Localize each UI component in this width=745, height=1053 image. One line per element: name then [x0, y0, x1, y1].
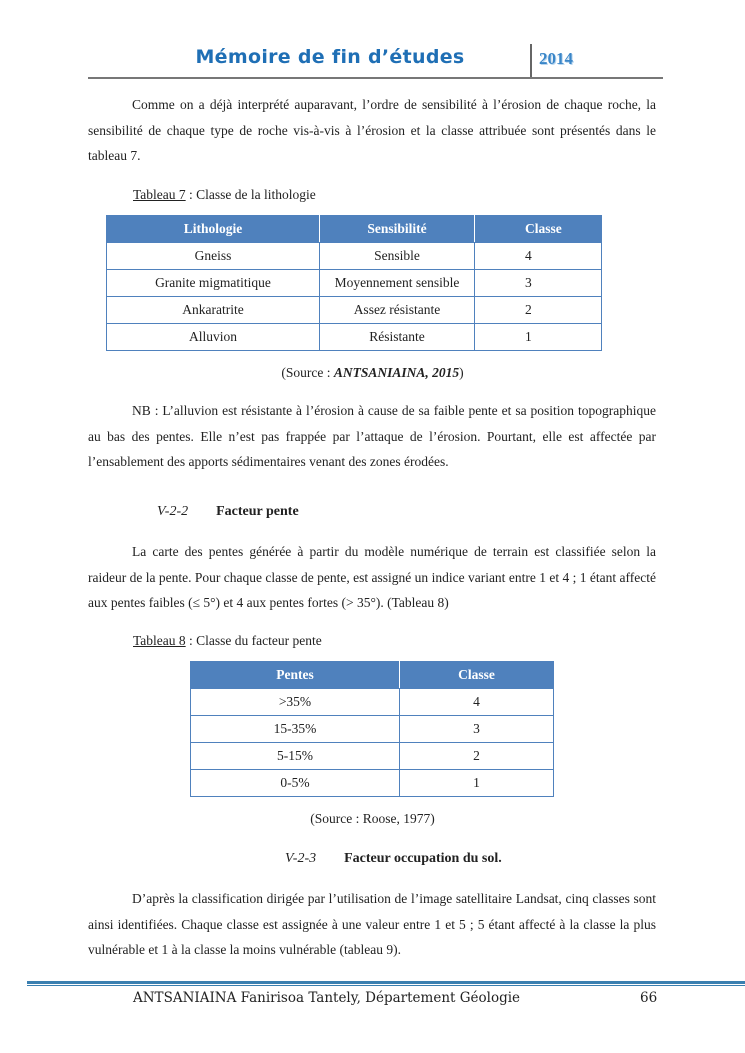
- table-cell: 15-35%: [191, 716, 400, 743]
- table-cell: Alluvion: [107, 324, 320, 351]
- page-number: 66: [640, 990, 658, 1006]
- table7-caption: [133, 187, 316, 203]
- table-cell: 2: [400, 743, 554, 770]
- land-use-paragraph: D’après la classification dirigée par l’utilisation de l’image satellitaire Landsat, cinq classes sont ainsi identifiées. Chaque classe est assignée à une valeur entre 1 et 5 ; 5 étant affecté à la classe la plus vulnérable et 1 à la classe la moins vulnérable (tableau 9).: [88, 891, 656, 957]
- table-cell: Sensible: [320, 243, 475, 270]
- table-cell: 5-15%: [191, 743, 400, 770]
- table8-caption: [133, 633, 322, 649]
- header-separator: [530, 44, 532, 77]
- table-row: [191, 770, 554, 797]
- col-classe: Classe: [400, 662, 554, 689]
- table-cell: >35%: [191, 689, 400, 716]
- col-sensibilite: Sensibilité: [320, 216, 475, 243]
- col-pentes: Pentes: [191, 662, 400, 689]
- table-cell: Assez résistante: [320, 297, 475, 324]
- source-suffix: ): [459, 365, 464, 380]
- table-cell: Gneiss: [107, 243, 320, 270]
- table-row: [107, 270, 602, 297]
- table-row: [191, 743, 554, 770]
- page-header: [0, 0, 745, 80]
- header-rule: [88, 77, 663, 79]
- col-lithologie: Lithologie: [107, 216, 320, 243]
- footer-author: ANTSANIAINA Fanirisoa Tantely, Département Géologie: [133, 990, 521, 1006]
- table-cell: 0-5%: [191, 770, 400, 797]
- table-cell: Résistante: [320, 324, 475, 351]
- slope-paragraph: La carte des pentes générée à partir du modèle numérique de terrain est classifiée selon la raideur de la pente. Pour chaque classe de pente, est assigné un indice variant entre 1 et 4 ; 1 étant affecté aux pentes faibles (≤ 5°) et 4 aux pentes fortes (> 35°). (Tableau 8): [88, 544, 656, 610]
- section-title: Facteur occupation du sol.: [344, 851, 502, 866]
- table8-source: (Source : Roose, 1977): [310, 811, 435, 826]
- section-number: V-2-3: [285, 851, 317, 866]
- table-cell: 4: [475, 243, 602, 270]
- table-row: [107, 297, 602, 324]
- table-row: [191, 689, 554, 716]
- section-heading-v22: [157, 504, 299, 520]
- table-cell: 1: [400, 770, 554, 797]
- section-heading-v23: [285, 851, 502, 867]
- table-cell: Moyennement sensible: [320, 270, 475, 297]
- intro-paragraph: Comme on a déjà interprété auparavant, l’ordre de sensibilité à l’érosion de chaque roche, la sensibilité de chaque type de roche vis-à-vis à l’érosion et la classe attribuée sont présentés dans le tableau 7.: [88, 97, 656, 163]
- footer-rule: [27, 981, 745, 984]
- slope-table: [190, 661, 554, 797]
- table-row: [107, 243, 602, 270]
- table-header-row: [191, 662, 554, 689]
- lithology-table: [106, 215, 602, 351]
- table8-caption-text: : Classe du facteur pente: [185, 633, 322, 648]
- table7-caption-ref: Tableau 7: [133, 187, 186, 202]
- nb-paragraph: NB : L’alluvion est résistante à l’érosion à cause de sa faible pente et sa position topographique au bas des pentes. Elle n’est pas frappée par l’attaque de l’érosion. Pourtant, elle est affectée par l’ensablement des apports sédimentaires venant des zones érodées.: [88, 403, 656, 469]
- table-cell: 3: [475, 270, 602, 297]
- table8-caption-ref: Tableau 8: [133, 633, 186, 648]
- table-cell: 2: [475, 297, 602, 324]
- table-row: [191, 716, 554, 743]
- header-title: Mémoire de fin d’études: [195, 46, 465, 68]
- table-row: [107, 324, 602, 351]
- footer-rule-thin: [27, 985, 745, 986]
- table-cell: 4: [400, 689, 554, 716]
- table7-caption-text: : Classe de la lithologie: [185, 187, 316, 202]
- table-cell: Granite migmatitique: [107, 270, 320, 297]
- source-prefix: (Source :: [281, 365, 334, 380]
- section-title: Facteur pente: [216, 504, 299, 519]
- table-cell: Ankaratrite: [107, 297, 320, 324]
- section-number: V-2-2: [157, 504, 189, 519]
- header-year: 2014: [539, 49, 573, 68]
- table-cell: 1: [475, 324, 602, 351]
- source-author: ANTSANIAINA, 2015: [333, 365, 460, 380]
- table7-source: [0, 365, 745, 381]
- table-cell: 3: [400, 716, 554, 743]
- col-classe: Classe: [475, 216, 602, 243]
- table-header-row: [107, 216, 602, 243]
